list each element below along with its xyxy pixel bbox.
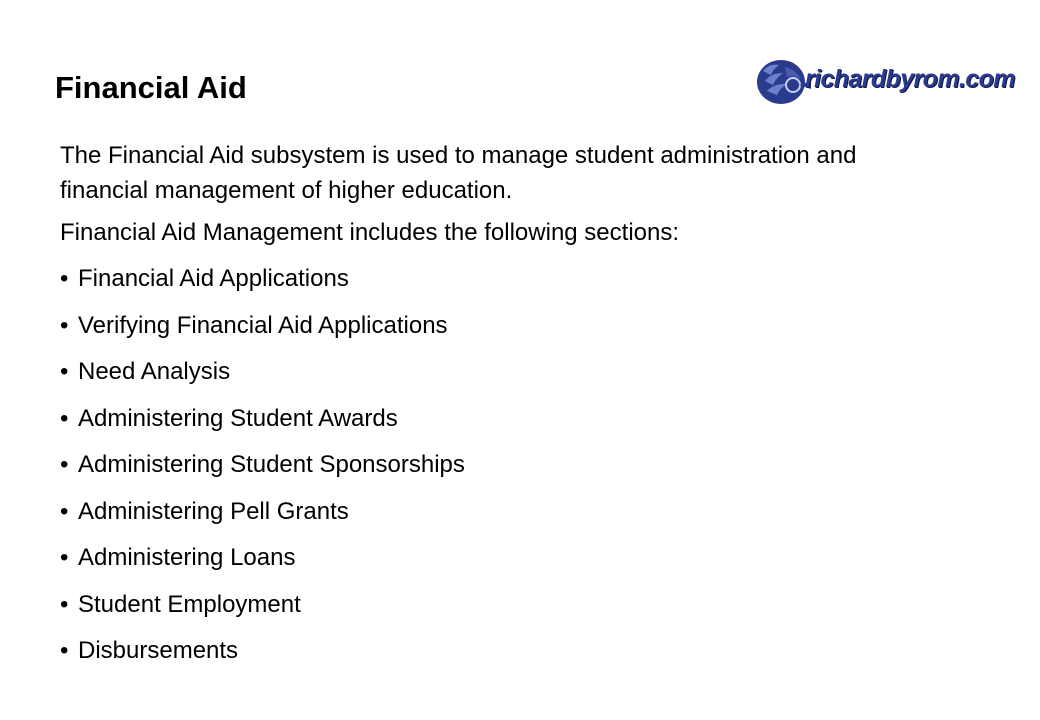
intro-paragraph: The Financial Aid subsystem is used to manage student administration and financial management of higher education. [60, 142, 857, 204]
bullet-glyph: • [60, 358, 69, 385]
bullet-glyph: • [60, 497, 69, 525]
bullet-glyph: • [60, 265, 69, 292]
list-item [60, 401, 940, 448]
list-item [60, 354, 940, 401]
brand-logo [755, 57, 1035, 107]
list-item-label: Financial Aid Applications [78, 265, 349, 292]
list-item [60, 633, 940, 680]
bullet-glyph: • [60, 637, 69, 664]
list-item-label: Verifying Financial Aid Applications [78, 311, 448, 339]
list-item [60, 587, 940, 634]
list-item-label: Administering Loans [78, 544, 296, 571]
bullet-glyph: • [60, 590, 69, 618]
bullet-glyph: • [60, 544, 69, 571]
sections-list [60, 261, 940, 680]
list-item [60, 261, 940, 308]
list-item-label: Disbursements [78, 637, 239, 664]
sections-lead: Financial Aid Management includes the following sections: [60, 219, 680, 246]
list-item-label: Administering Pell Grants [78, 497, 349, 525]
slide-body [60, 138, 940, 680]
bullet-glyph: • [60, 451, 69, 478]
list-item-label: Need Analysis [78, 358, 231, 385]
bullet-glyph: • [60, 311, 69, 339]
list-item [60, 540, 940, 587]
brand-logo-text: richardbyrom.com [805, 65, 1015, 93]
list-item-label: Student Employment [78, 590, 301, 618]
list-item [60, 308, 940, 355]
list-item-label: Administering Student Sponsorships [78, 451, 465, 478]
list-item [60, 447, 940, 494]
list-item-label: Administering Student Awards [78, 404, 398, 432]
bullet-glyph: • [60, 404, 69, 432]
slide-title: Financial Aid [55, 70, 247, 105]
list-item [60, 494, 940, 541]
